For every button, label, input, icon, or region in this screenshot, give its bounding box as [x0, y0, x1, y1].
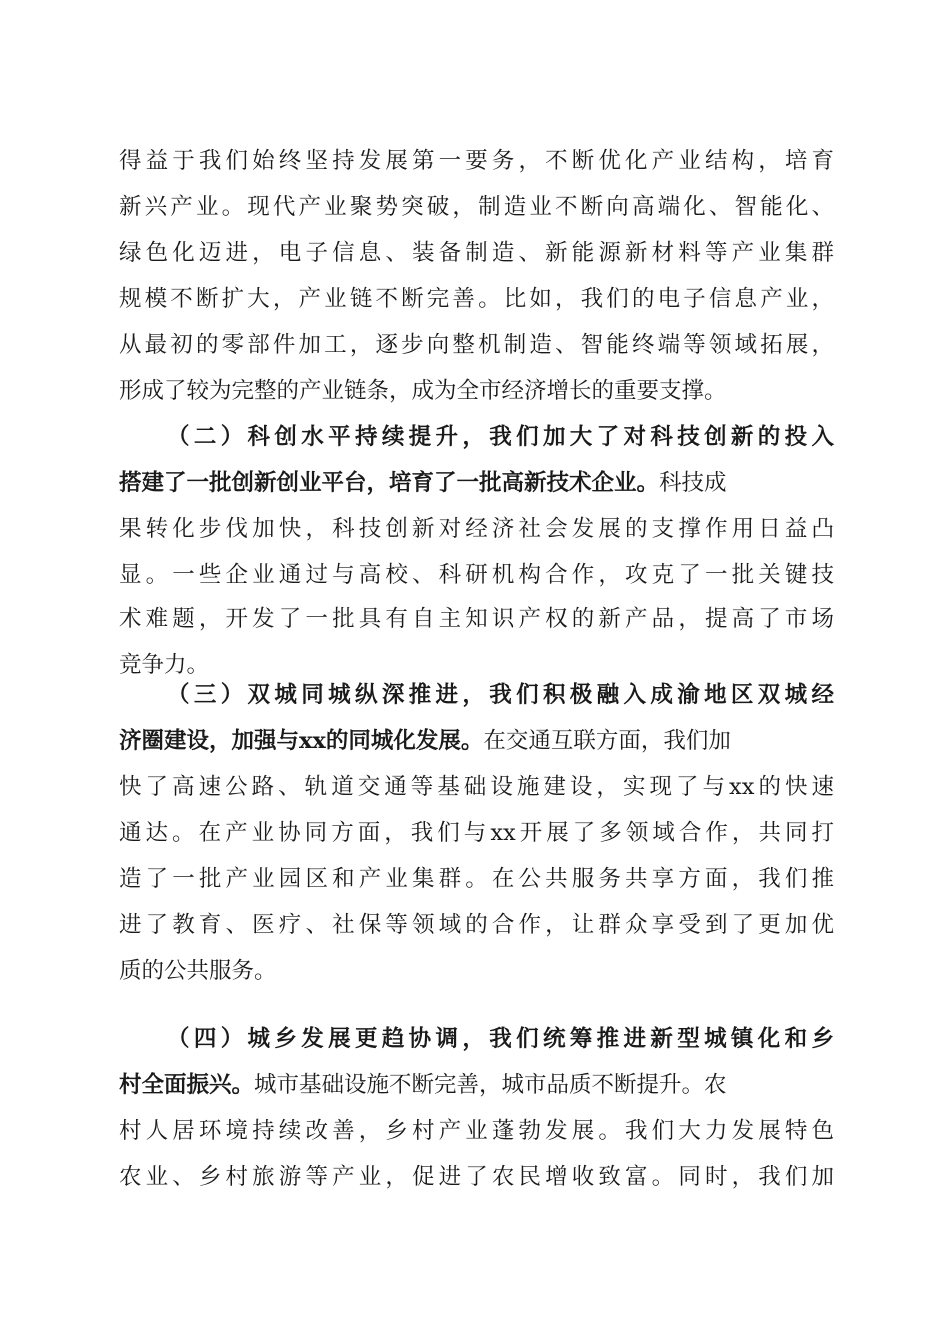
section-heading-text: 村全面振兴。 — [119, 1072, 255, 1098]
paragraph-line: 质的公共服务。 — [119, 958, 277, 984]
paragraph-line: 快了高速公路、轨道交通等基础设施建设，实现了与xx的快速 — [119, 774, 834, 800]
paragraph-line: 规模不断扩大，产业链不断完善。比如，我们的电子信息产业， — [119, 286, 834, 312]
paragraph-line: 形成了较为完整的产业链条，成为全市经济增长的重要支撑。 — [119, 378, 727, 404]
paragraph-line: 术难题，开发了一批具有自主知识产权的新产品，提高了市场 — [119, 606, 834, 632]
section-heading-line — [119, 468, 834, 498]
section-heading-line: （三）双城同城纵深推进，我们积极融入成渝地区双城经 — [167, 682, 834, 708]
paragraph-line: 造了一批产业园区和产业集群。在公共服务共享方面，我们推 — [119, 866, 834, 892]
paragraph-text: 在交通互联方面，我们加 — [483, 728, 731, 754]
paragraph-line: 竞争力。 — [119, 652, 210, 678]
paragraph-line: 新兴产业。现代产业聚势突破，制造业不断向高端化、智能化、 — [119, 194, 834, 220]
section-heading-line: （二）科创水平持续提升，我们加大了对科技创新的投入 — [167, 424, 834, 450]
section-heading-text: 搭建了一批创新创业平台，培育了一批高新技术企业。 — [119, 470, 660, 496]
paragraph-line: 绿色化迈进，电子信息、装备制造、新能源新材料等产业集群 — [119, 240, 834, 266]
paragraph-text: 科技成 — [659, 470, 727, 496]
paragraph-text: 城市基础设施不断完善，城市品质不断提升。农 — [254, 1072, 727, 1098]
paragraph-line: 得益于我们始终坚持发展第一要务，不断优化产业结构，培育 — [119, 148, 834, 174]
section-heading-text: 济圈建设，加强与xx的同城化发展。 — [119, 728, 484, 754]
paragraph-line: 果转化步伐加快，科技创新对经济社会发展的支撑作用日益凸 — [119, 516, 834, 542]
paragraph-line: 农业、乡村旅游等产业，促进了农民增收致富。同时，我们加 — [119, 1164, 834, 1190]
section-heading-line — [119, 726, 834, 756]
paragraph-line: 通达。在产业协同方面，我们与xx开展了多领域合作，共同打 — [119, 820, 834, 846]
section-heading-line: （四）城乡发展更趋协调，我们统筹推进新型城镇化和乡 — [167, 1026, 834, 1052]
paragraph-line: 进了教育、医疗、社保等领域的合作，让群众享受到了更加优 — [119, 912, 834, 938]
paragraph-line: 从最初的零部件加工，逐步向整机制造、智能终端等领域拓展， — [119, 332, 834, 358]
section-heading-line — [119, 1070, 834, 1100]
paragraph-line: 显。一些企业通过与高校、科研机构合作，攻克了一批关键技 — [119, 562, 834, 588]
paragraph-line: 村人居环境持续改善，乡村产业蓬勃发展。我们大力发展特色 — [119, 1118, 834, 1144]
